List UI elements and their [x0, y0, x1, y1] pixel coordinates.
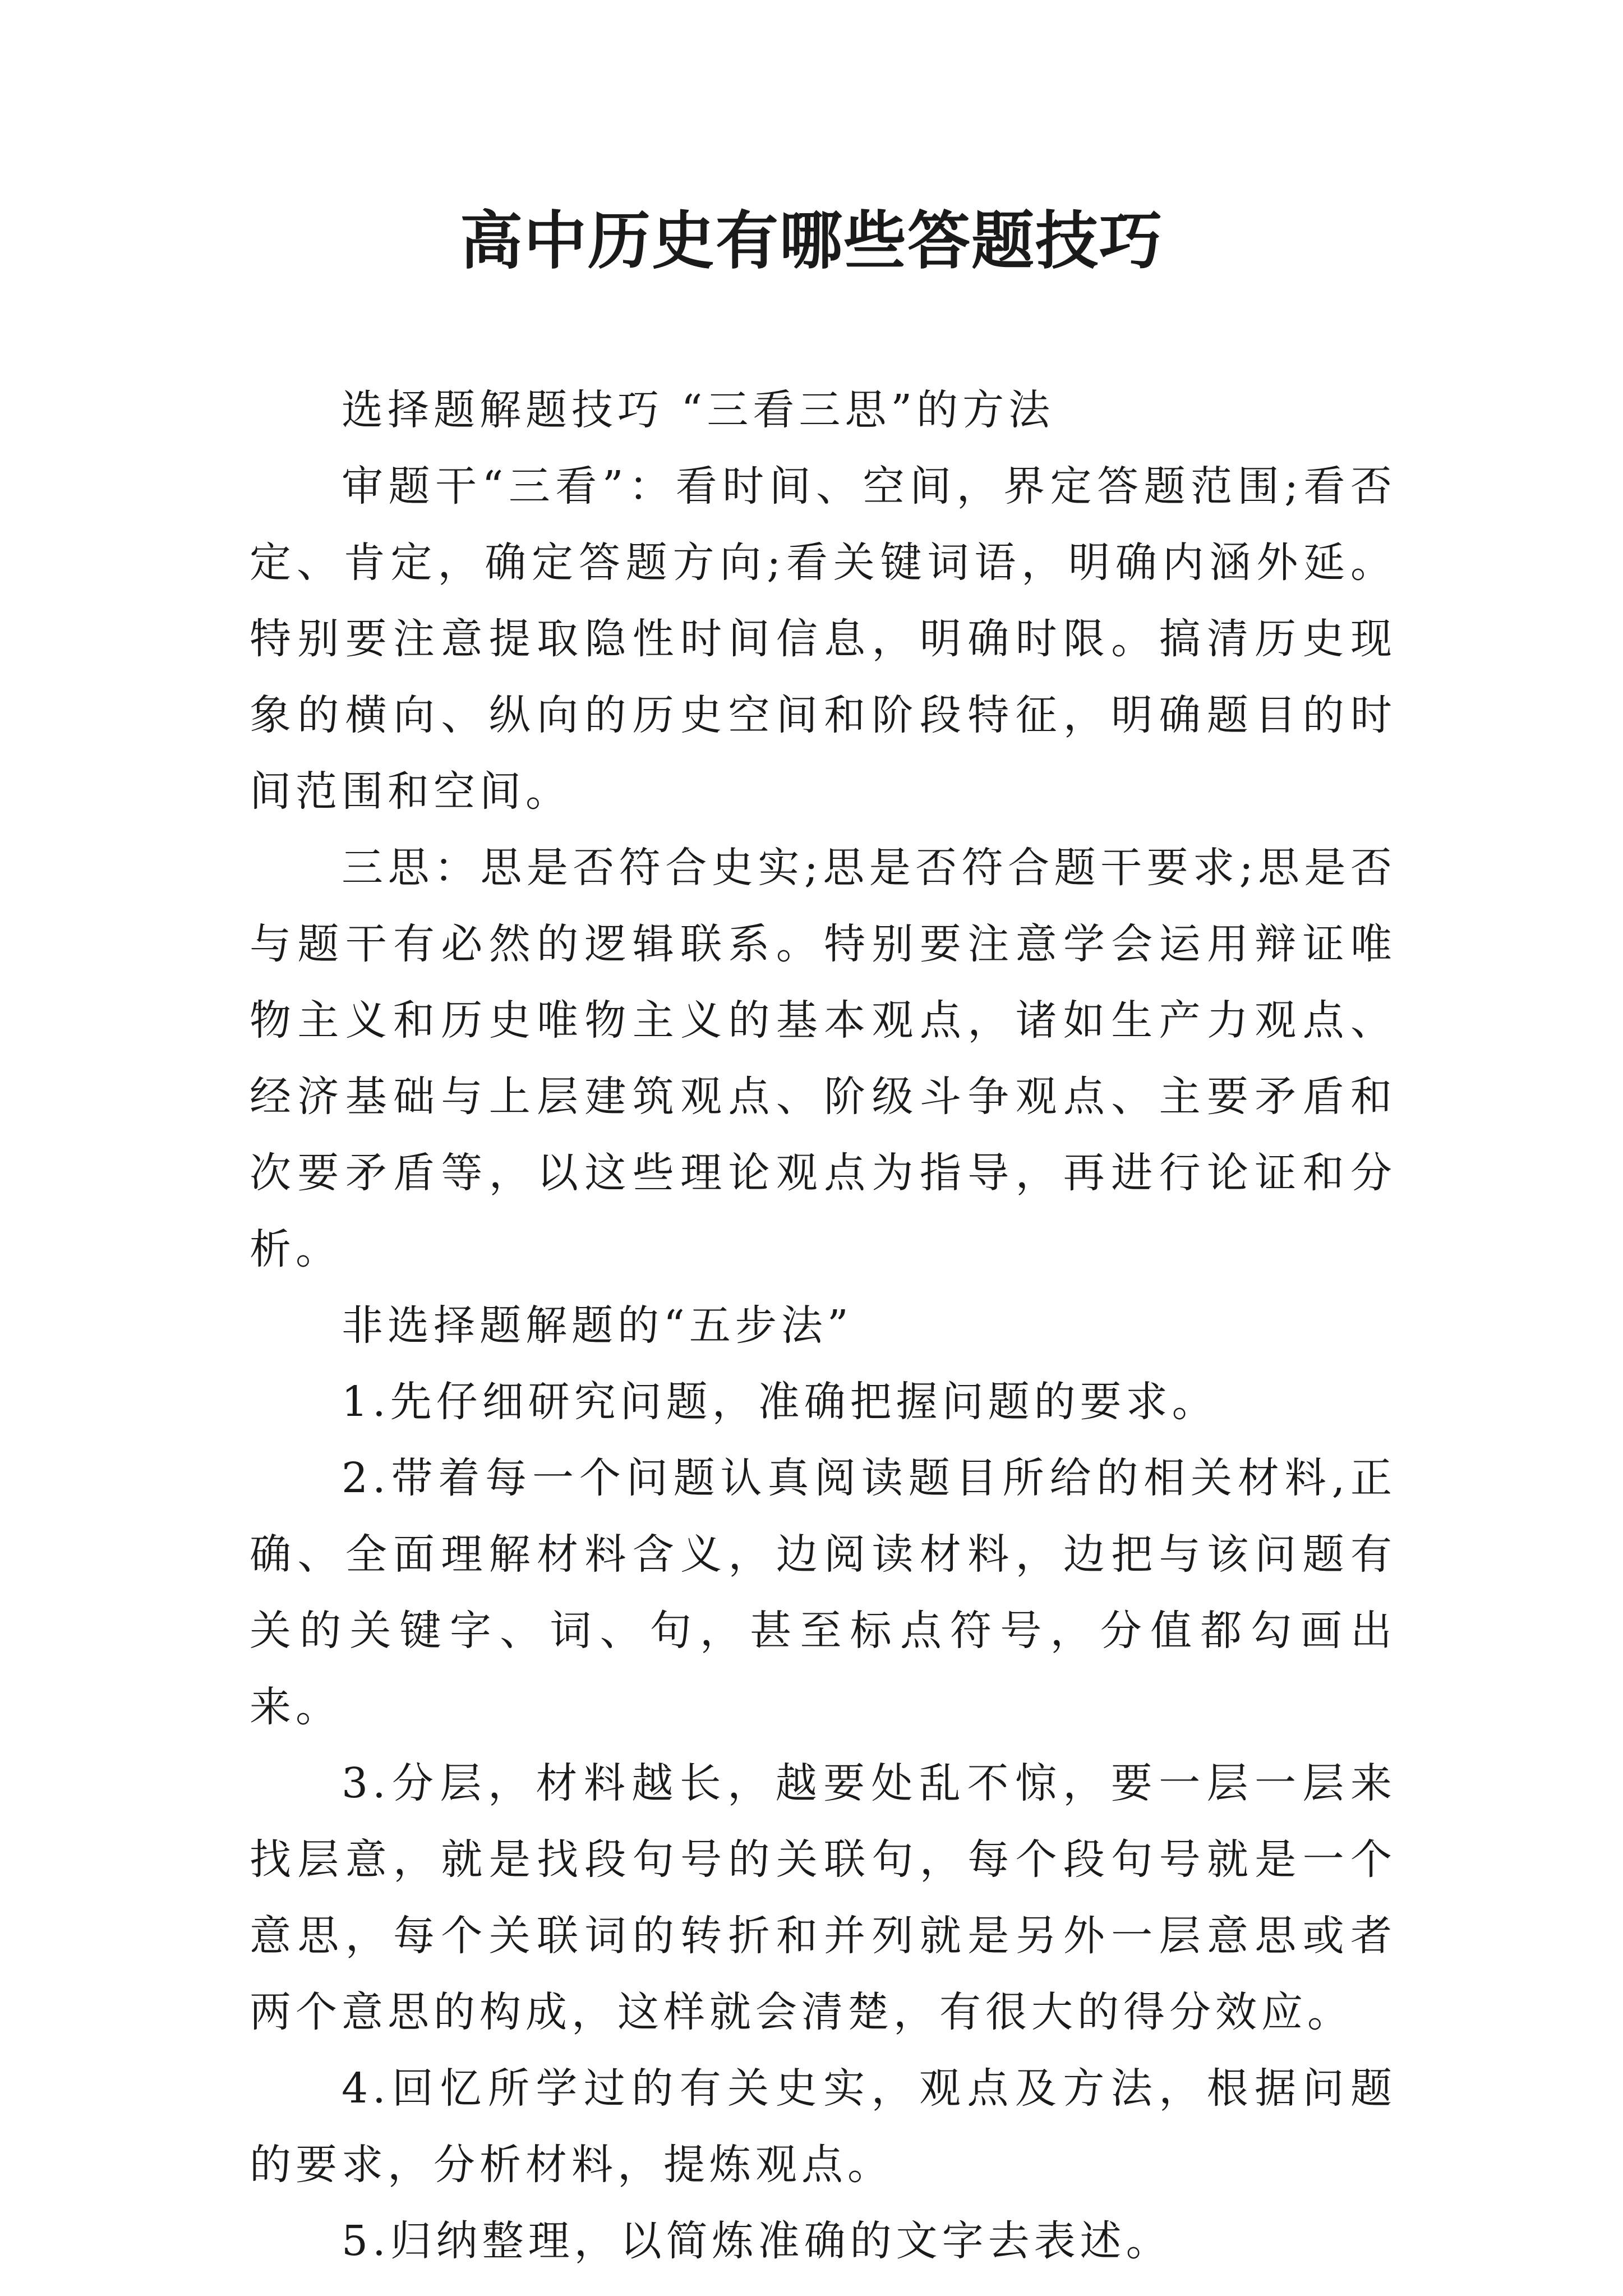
- paragraph-step-4: 4.回忆所学过的有关史实，观点及方法，根据问题的要求，分析材料，提炼观点。: [250, 2064, 1396, 2189]
- paragraph-choice-heading: 选择题解题技巧 “三看三思”的方法: [342, 386, 1055, 434]
- document-title: 高中历史有哪些答题技巧: [460, 204, 1163, 278]
- paragraph-step-1: 1.先仔细研究问题，准确把握问题的要求。: [342, 1378, 1218, 1426]
- paragraph-three-thinks: 三思：思是否符合史实;思是否符合题干要求;思是否与题干有必然的逻辑联系。特别要注意学会运用辩证唯物主义和历史唯物主义的基本观点，诸如生产力观点、经济基础与上层建筑观点、阶级斗争观点、主要矛盾和次要矛盾等，以这些理论观点为指导，再进行论证和分析。: [250, 844, 1396, 1273]
- paragraph-step-2: 2.带着每一个问题认真阅读题目所给的相关材料,正确、全面理解材料含义，边阅读材料，边把与该问题有关的关键字、词、句，甚至标点符号，分值都勾画出来。: [250, 1454, 1396, 1731]
- paragraph-step-3: 3.分层，材料越长，越要处乱不惊，要一层一层来找层意，就是找段句号的关联句，每个段句号就是一个意思，每个关联词的转折和并列就是另外一层意思或者两个意思的构成，这样就会清楚，有很大的得分效应。: [250, 1759, 1396, 2036]
- paragraph-five-steps-heading: 非选择题解题的“五步法”: [342, 1301, 853, 1350]
- document-body: [250, 372, 1396, 2279]
- paragraph-three-looks: 审题干“三看”：看时间、空间，界定答题范围;看否定、肯定，确定答题方向;看关键词语，明确内涵外延。特别要注意提取隐性时间信息，明确时限。搞清历史现象的横向、纵向的历史空间和阶段特征，明确题目的时间范围和空间。: [250, 462, 1396, 816]
- paragraph-step-5: 5.归纳整理，以简炼准确的文字去表述。: [342, 2217, 1172, 2265]
